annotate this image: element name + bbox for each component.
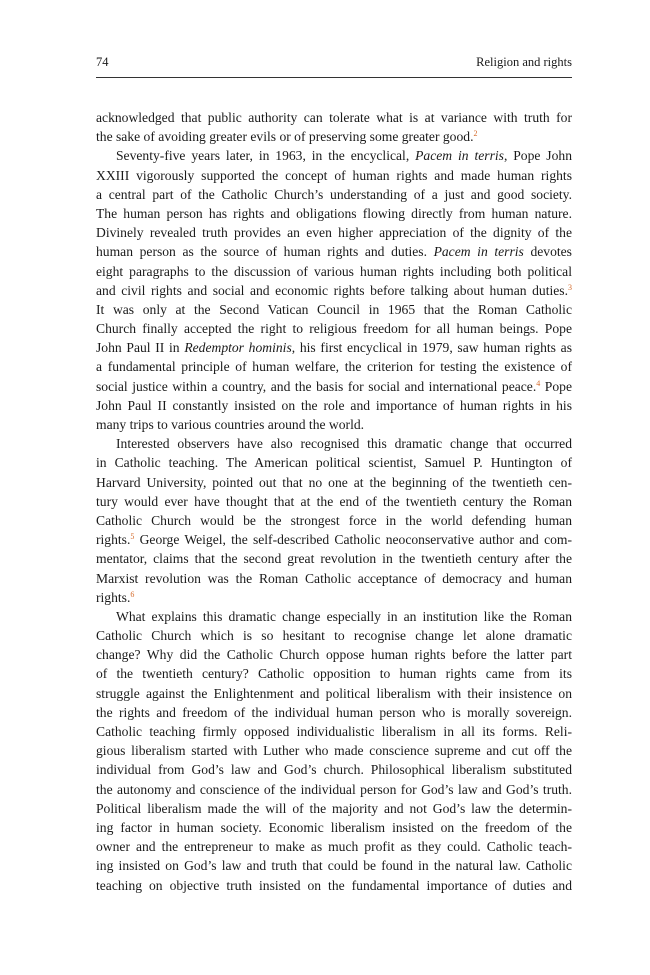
text-line <box>96 127 572 146</box>
text-run: Harvard University, pointed out that no one at the beginning of the twentieth cen- <box>96 474 572 490</box>
text-line <box>96 569 572 588</box>
text-line <box>96 492 572 511</box>
text-run: XXIII vigorously supported the concept of human rights and made human rights <box>96 167 572 183</box>
text-line <box>96 434 572 453</box>
text-run: Catholic Church which is so hesitant to recognise change let alone dramatic <box>96 628 572 644</box>
text-line <box>96 837 572 856</box>
body-text <box>96 108 572 895</box>
text-run: The human person has rights and obligations flowing directly from human nature. <box>96 205 572 221</box>
text-run: and civil rights and social and economic rights before talking about human duties. <box>96 282 568 298</box>
text-run: Pope <box>540 378 572 394</box>
text-line <box>96 300 572 319</box>
text-line <box>96 818 572 837</box>
text-run: a fundamental principle of human welfare, the criterion for testing the existence of <box>96 359 572 375</box>
text-line <box>96 799 572 818</box>
text-line <box>96 703 572 722</box>
text-run: eight paragraphs to the discussion of various human rights including both political <box>96 263 572 279</box>
text-run: George Weigel, the self-described Catholic neoconservative author and com- <box>134 532 572 548</box>
text-line <box>96 377 572 396</box>
text-line <box>96 204 572 223</box>
text-line <box>96 760 572 779</box>
text-line <box>96 876 572 895</box>
text-run: Divinely revealed truth provides an even higher appreciation of the dignity of the <box>96 225 572 241</box>
text-run: mentator, claims that the second great revolution in the twentieth century after the <box>96 551 572 567</box>
text-line <box>96 281 572 300</box>
text-run: Marxist revolution was the Roman Catholic acceptance of democracy and human <box>96 570 572 586</box>
text-run: in Catholic teaching. The American political scientist, Samuel P. Huntington of <box>96 455 572 471</box>
text-line <box>96 396 572 415</box>
text-run: a central part of the Catholic Church’s understanding of a just and good society. <box>96 186 572 202</box>
text-run: , Pope John <box>503 148 572 164</box>
text-run: tury would ever have thought that at the end of the twentieth century the Roman <box>96 493 572 509</box>
italic-title: Pacem in terris <box>415 148 504 164</box>
text-run: human person as the source of human rights and duties. <box>96 244 434 260</box>
italic-title: Redemptor hominis <box>184 340 292 356</box>
page-number: 74 <box>96 55 109 69</box>
text-line <box>96 357 572 376</box>
text-line <box>96 856 572 875</box>
text-run: change? Why did the Catholic Church oppose human rights before the latter part <box>96 647 572 663</box>
text-run: the sake of avoiding greater evils or of preserving some greater good. <box>96 129 474 145</box>
text-run: teaching on objective truth insisted on the fundamental importance of duties and <box>96 877 572 893</box>
text-line <box>96 223 572 242</box>
text-run: social justice within a country, and the basis for social and international peace. <box>96 378 537 394</box>
footnote-marker: 5 <box>130 532 135 542</box>
text-line <box>96 108 572 127</box>
text-line <box>96 664 572 683</box>
text-line <box>96 453 572 472</box>
text-line <box>96 607 572 626</box>
text-line <box>96 473 572 492</box>
text-run: Seventy-five years later, in 1963, in the encyclical, <box>116 148 416 164</box>
text-line <box>96 185 572 204</box>
text-line <box>96 319 572 338</box>
text-line <box>96 530 572 549</box>
text-line <box>96 588 572 607</box>
text-run: devotes <box>523 244 572 260</box>
footnote-marker: 3 <box>568 282 572 292</box>
running-header <box>96 55 572 73</box>
text-run: Political liberalism made the will of the majority and not God’s law the determin- <box>96 800 572 816</box>
text-line <box>96 146 572 165</box>
text-line <box>96 415 572 434</box>
text-run: many trips to various countries around the world. <box>96 417 365 432</box>
text-line <box>96 645 572 664</box>
text-run: gious liberalism started with Luther who made conscience supreme and cut off the <box>96 743 572 759</box>
text-run: acknowledged that public authority can tolerate what is at variance with truth for <box>96 110 572 125</box>
text-line <box>96 684 572 703</box>
text-run: Catholic Church would be the strongest force in the world defending human <box>96 512 572 528</box>
text-run: Interested observers have also recognised this dramatic change that occurred <box>116 436 572 452</box>
text-run: John Paul II in <box>96 340 185 356</box>
text-run: What explains this dramatic change especially in an institution like the Roman <box>116 608 572 624</box>
text-run: , his first encyclical in 1979, saw human rights as <box>291 340 572 356</box>
footnote-marker: 4 <box>536 378 541 388</box>
text-run: ing insisted on God’s law and truth that could be found in the natural law. Catholic <box>96 858 572 874</box>
footnote-marker: 6 <box>130 589 135 599</box>
text-run: Church finally accepted the right to religious freedom for all human beings. Pope <box>96 321 572 337</box>
text-run: ing factor in human society. Economic liberalism insisted on the freedom of the <box>96 819 572 835</box>
text-line <box>96 780 572 799</box>
text-run: the rights and freedom of the individual human person who is morally sovereign. <box>96 704 572 720</box>
text-line <box>96 338 572 357</box>
text-line <box>96 262 572 281</box>
text-run: John Paul II constantly insisted on the role and importance of human rights in his <box>96 397 572 413</box>
text-line <box>96 242 572 261</box>
text-run: rights. <box>96 532 131 548</box>
text-line <box>96 741 572 760</box>
text-line <box>96 166 572 185</box>
text-run: rights. <box>96 589 131 605</box>
text-run: of the twentieth century? Catholic opposition to human rights came from its <box>96 666 572 682</box>
text-run: owner and the entrepreneur to make as much profit as they could. Catholic teach- <box>96 839 572 855</box>
text-run: struggle against the Enlightenment and political liberalism with their insistence on <box>96 685 572 701</box>
text-run: individual from God’s law and God’s church. Philosophical liberalism substituted <box>96 762 572 778</box>
text-run: the autonomy and conscience of the individual person for God’s law and God’s truth. <box>96 781 572 797</box>
text-line <box>96 511 572 530</box>
italic-title: Pacem in terris <box>433 244 524 260</box>
text-run: Catholic teaching firmly opposed individualistic liberalism in all its forms. Reli- <box>96 724 572 739</box>
header-rule <box>96 77 572 78</box>
running-title: Religion and rights <box>476 55 572 69</box>
text-line <box>96 722 572 741</box>
text-line <box>96 549 572 568</box>
text-line <box>96 626 572 645</box>
text-run: It was only at the Second Vatican Council in 1965 that the Roman Catholic <box>96 301 572 317</box>
footnote-marker: 2 <box>473 129 478 139</box>
